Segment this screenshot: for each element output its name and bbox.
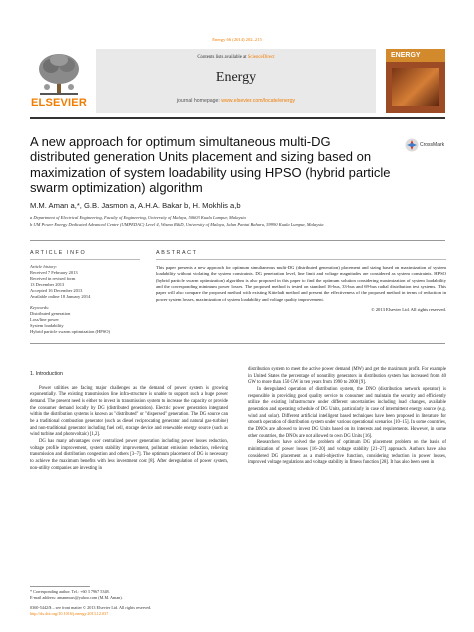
article-info-heading: ARTICLE INFO	[30, 250, 87, 256]
article-title: A new approach for optimum simultaneous multi-DG distributed generation Units placement and sizing based on maximization of system loadability using HPSO (hybrid particle swarm optimization) algorithm	[30, 134, 391, 196]
homepage-prefix: journal homepage:	[176, 98, 222, 104]
history-item: Accepted 16 December 2013	[30, 288, 83, 294]
journal-cover-thumbnail	[386, 49, 445, 113]
abstract-heading: ABSTRACT	[156, 250, 198, 256]
elsevier-logo	[30, 49, 88, 113]
article-info-rule	[30, 259, 140, 260]
footnote-corresponding: * Corresponding author. Tel.: +60 3 7967 5348.	[30, 589, 110, 594]
crossmark-icon	[405, 138, 419, 152]
body-paragraph: Researchers have solved the problem of optimum DG placement problem on the basis of minimization of power losses [16–20] and voltage stability [21–27] approach. Authors have also considered DG placement as a multi-objective function, considering reduction in power losses, improved voltage regulations and voltage stability in fitness function [28]. It has also been seen in	[248, 440, 446, 466]
footnote-email[interactable]: E-mail address: amanmuss@yahoo.com (M.M. Aman).	[30, 595, 123, 600]
body-paragraph: DG has many advantages over centralized power generation including power losses reduction, voltage profile improvement, system stability improvement, pollutant emission reduction, relieving transmission and distribution congestion and others [3–7]. The optimum placement of DG is necessary to achieve the maximum benefits with less investment cost [8]. After deregulation of power system, non-utility companies are investing in	[30, 438, 228, 471]
homepage-line	[96, 98, 376, 104]
front-matter-line: 0360-5442/$ – see front matter © 2013 Elsevier Ltd. All rights reserved.	[30, 605, 152, 610]
keyword-item: Loss/line power	[30, 316, 59, 322]
body-paragraph: Power utilities are facing major challenges as the demand of power system is growing exponentially. The existing transmission line infra-structure is unable to support such a huge power demand. The present need is either to invest in transmission system to increase the capacity or provide the consumer demand locally by DG (distributed generation). Electric power generation integrated within the distribution systems is known as "distributed" or "dispersed" generation. The DG source can be a traditional combustion generator (such as diesel reciprocating generator and natural gas-turbine) and non-traditional generator including fuel cell, storage device and renewable energy source (such as wind turbine and photovoltaic) [1,2].	[30, 385, 228, 438]
masthead-rule	[30, 117, 445, 119]
history-item: Available online 18 January 2014	[30, 294, 91, 300]
keyword-item: Distributed generation	[30, 310, 71, 316]
journal-name: Energy	[215, 70, 257, 85]
article-info-block	[30, 264, 132, 335]
history-item: Received 7 February 2013	[30, 270, 78, 276]
history-label: Article history:	[30, 264, 58, 269]
abstract-bottom-rule	[30, 343, 445, 344]
contents-line	[96, 55, 376, 60]
homepage-link[interactable]: www.elsevier.com/locate/energy	[221, 98, 296, 104]
sciencedirect-link[interactable]: ScienceDirect	[247, 55, 275, 60]
keyword-item: Hybrid particle swarm optimization (HPSO)	[30, 328, 110, 334]
history-item: 13 December 2013	[30, 282, 65, 288]
journal-banner	[96, 49, 376, 113]
body-paragraph: distribution system to meet the active power demand (MW) and get the maximum profit. For example in United States the percentage of nonutility generators in distribution system has increased from 40 GW to more than 150 GW in ten years from 1990 to 2000 [9].	[248, 367, 446, 386]
cover-title: ENERGY	[391, 52, 421, 59]
doi-link[interactable]: http://dx.doi.org/10.1016/j.energy.2013.12.037	[30, 611, 109, 616]
intro-left-column	[30, 371, 228, 472]
body-paragraph: In deregulated operation of distribution system, the DNO (distribution network operator) is responsible in providing good quality service to consumer and maintain the security and efficiently utilize the existing infrastructure under different uncertainties including load changes, available generation and operating schedule of DG Units, particularly in case of intermittent energy source (e.g. wind and solar). Different artificial intelligent based techniques have been proposed in literature for smooth operation of distribution system under various operational scenarios [10–15]. In some countries, the DNOs are allowed to invest DG Units based on its interests and requirements. However, in some other countries, the DNOs are not allowed to own DG Units [16].	[248, 386, 446, 439]
crossmark-label: CrossMark	[420, 142, 445, 148]
intro-heading: 1. Introduction	[30, 371, 63, 377]
abstract-block	[156, 265, 446, 312]
elsevier-tree-icon	[36, 51, 82, 97]
crossmark-badge[interactable]	[405, 132, 443, 160]
keywords-label: Keywords:	[30, 304, 50, 310]
footnote-rule	[30, 586, 90, 587]
publisher-name: ELSEVIER	[30, 97, 87, 109]
affiliation-a: a Department of Electrical Engineering, Faculty of Engineering, University of Malaya, 50603 Kuala Lumpur, Malaysia	[30, 215, 246, 220]
intro-right-column	[248, 367, 446, 467]
journal-masthead	[30, 49, 445, 115]
journal-citation[interactable]: Energy 66 (2014) 202–215	[212, 37, 262, 42]
keyword-item: System loadability	[30, 322, 64, 328]
affiliation-b: b UM Power Energy Dedicated Advanced Centre (UMPEDAC) Level 4, Wisma R&D, University of Malaya, Jalan Pantai Baharu, 59990 Kuala Lumpur, Malaysia	[30, 222, 324, 227]
author-list: M.M. Aman a,*, G.B. Jasmon a, A.H.A. Bakar b, H. Mokhlis a,b	[30, 201, 241, 210]
cover-image	[392, 68, 439, 106]
affiliation-rule	[30, 240, 445, 241]
abstract-text: This paper presents a new approach for optimum simultaneous multi-DG (distributed generation) placement and sizing based on maximization of system loadability without violating the system constraints. DG penetration level, line limit and voltage magnitudes are considered as system constraints. HPSO (hybrid particle swarm optimization) algorithm is also proposed in this paper to find the optimum solution considering maximization of system loadability and the corresponding minimum power losses. The proposed method is tested on standard 16-bus, 33-bus and 69-bus radial distribution test systems. This paper will also compare the proposed method with existing Kitteladi method and present the effectiveness of the proposed method in terms of reduction in power system losses, maximization of system loadability and voltage quality improvement.	[156, 265, 446, 302]
abstract-copyright: © 2013 Elsevier Ltd. All rights reserved.	[371, 307, 446, 313]
abstract-rule	[156, 259, 446, 260]
history-item: Received in revised form	[30, 276, 76, 282]
contents-prefix: Contents lists available at	[197, 55, 248, 60]
